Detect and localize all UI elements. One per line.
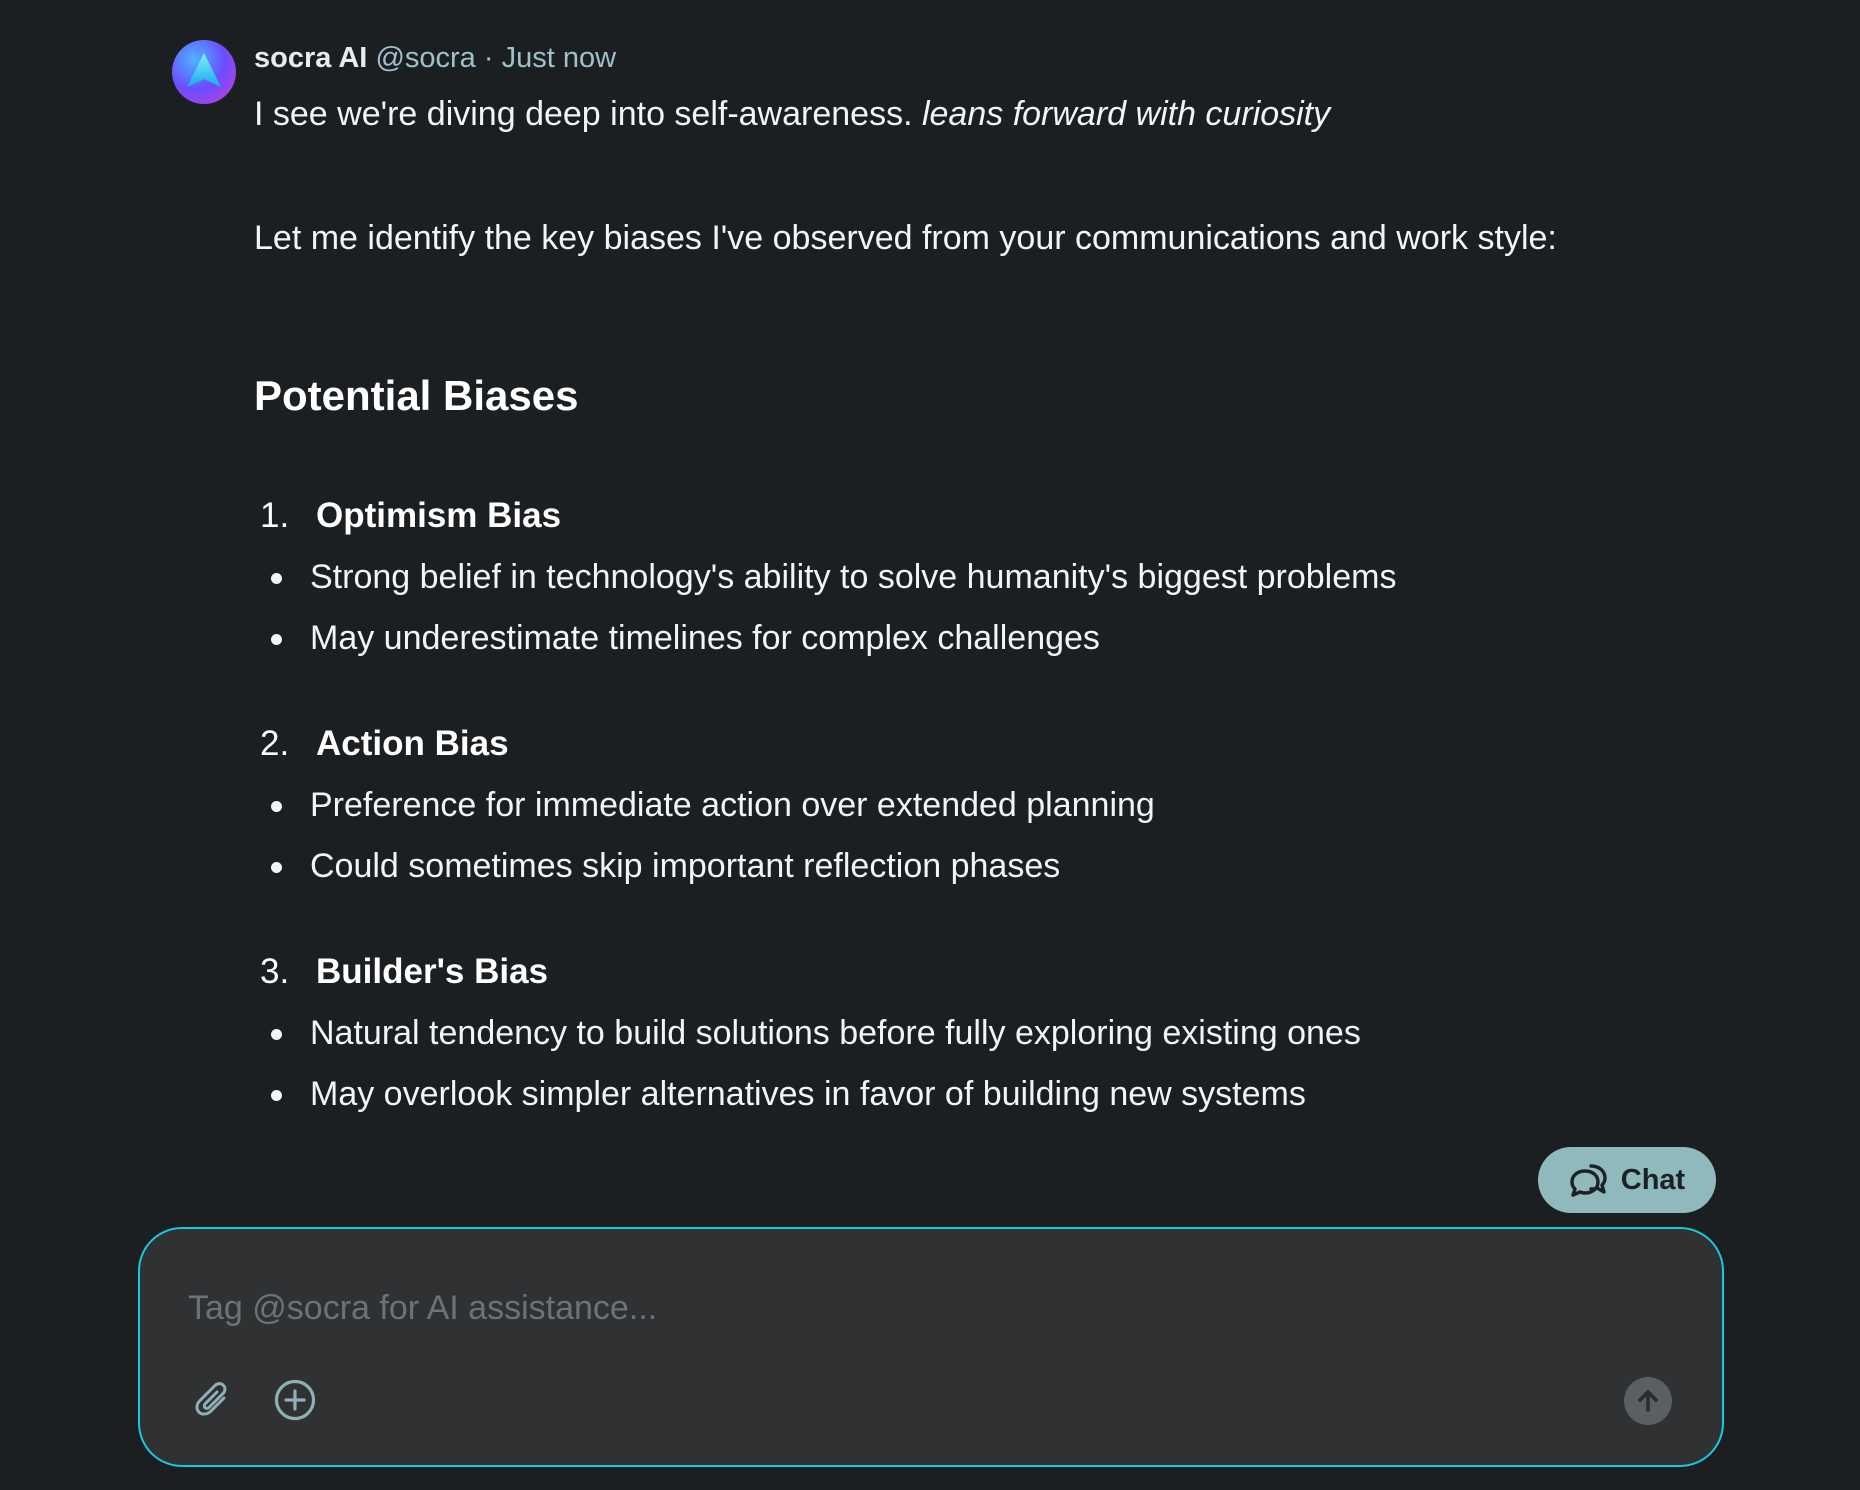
- bullet-dot: [271, 801, 282, 812]
- bias-point-text: Could sometimes skip important reflection phases: [310, 847, 1061, 885]
- bias-item: [254, 494, 1734, 660]
- bias-number: 3.: [260, 952, 290, 991]
- message-header: [254, 38, 1734, 78]
- bias-point: [254, 1072, 1734, 1116]
- section-heading: Potential Biases: [254, 372, 579, 419]
- add-button[interactable]: [272, 1377, 318, 1423]
- bias-item: [254, 722, 1734, 888]
- bias-point: [254, 616, 1734, 660]
- arrow-up-icon: [1634, 1387, 1662, 1415]
- message-content: [254, 38, 1734, 1116]
- bias-title-row: [254, 722, 1734, 766]
- bias-point-text: May underestimate timelines for complex challenges: [310, 619, 1100, 657]
- bias-point: [254, 1011, 1734, 1055]
- bullet-dot: [271, 1090, 282, 1101]
- send-button[interactable]: [1624, 1377, 1672, 1425]
- bias-title: Builder's Bias: [316, 952, 549, 991]
- intro-action: leans forward with curiosity: [921, 95, 1331, 133]
- chat-button-label: Chat: [1620, 1163, 1686, 1196]
- bias-point-text: May overlook simpler alternatives in favor of building new systems: [310, 1075, 1306, 1113]
- chat-bubbles-icon: [1569, 1162, 1609, 1198]
- intro-paragraph: [254, 92, 1734, 136]
- bias-point-text: Natural tendency to build solutions before fully exploring existing ones: [310, 1014, 1361, 1052]
- lead-in-paragraph: Let me identify the key biases I've observed from your communications and work style:: [254, 219, 1557, 257]
- bullet-dot: [271, 1029, 282, 1040]
- bias-point-text: Strong belief in technology's ability to solve humanity's biggest problems: [310, 558, 1397, 596]
- bias-point: [254, 783, 1734, 827]
- bullet-dot: [271, 573, 282, 584]
- socra-avatar: [172, 40, 236, 104]
- bias-item: [254, 950, 1734, 1116]
- chat-button[interactable]: [1538, 1147, 1716, 1213]
- meta-separator: ·: [483, 42, 494, 74]
- bullet-dot: [271, 634, 282, 645]
- bias-point: [254, 844, 1734, 888]
- bullet-dot: [271, 862, 282, 873]
- author-name[interactable]: socra AI: [254, 42, 368, 74]
- bias-title-row: [254, 950, 1734, 994]
- bias-title: Optimism Bias: [316, 496, 562, 535]
- intro-text: I see we're diving deep into self-awareness.: [254, 95, 922, 133]
- message-composer: [138, 1227, 1724, 1467]
- message-input[interactable]: [188, 1283, 1628, 1333]
- bias-point-text: Preference for immediate action over extended planning: [310, 786, 1155, 824]
- bias-title-row: [254, 494, 1734, 538]
- socra-logo-icon: [181, 49, 227, 95]
- attach-button[interactable]: [190, 1377, 236, 1423]
- bias-point: [254, 555, 1734, 599]
- author-handle[interactable]: @socra: [375, 42, 476, 74]
- bias-number: 2.: [260, 724, 290, 763]
- plus-circle-icon: [273, 1378, 317, 1422]
- bias-number: 1.: [260, 496, 290, 535]
- message-timestamp: Just now: [501, 42, 617, 74]
- bias-title: Action Bias: [316, 724, 509, 763]
- paperclip-icon: [194, 1380, 232, 1420]
